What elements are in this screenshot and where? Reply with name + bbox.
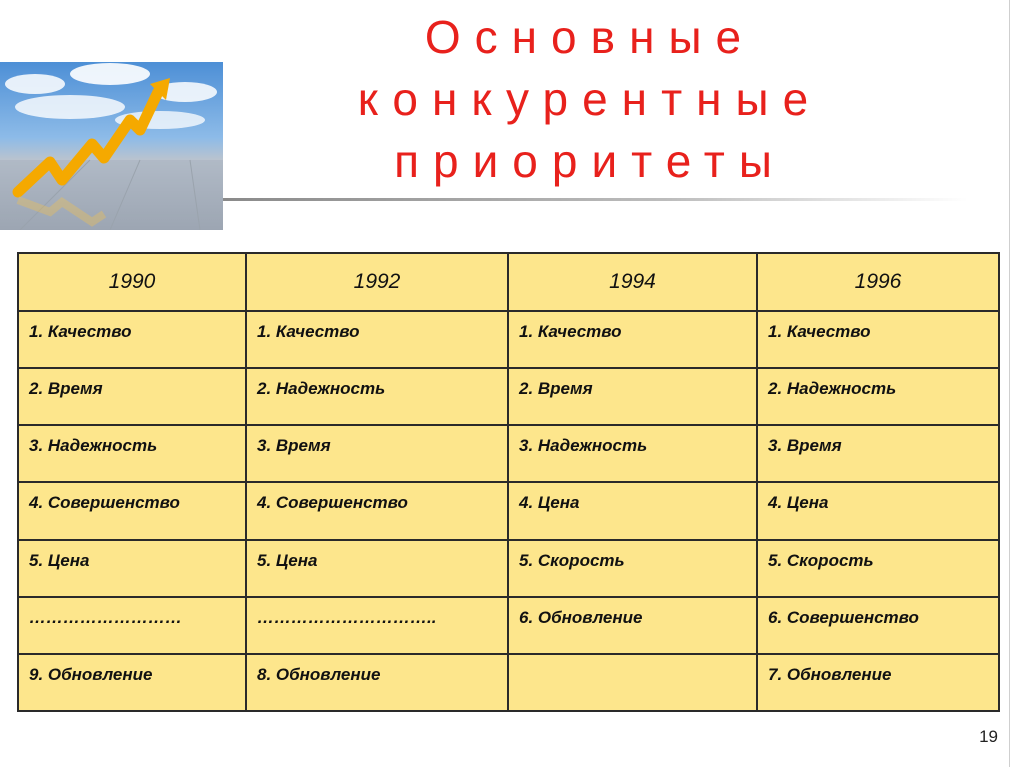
title-line-1: Основные — [424, 11, 756, 63]
growth-arrow-image — [0, 62, 223, 230]
table-header-row — [18, 253, 999, 311]
table-cell: 3. Надежность — [508, 425, 757, 482]
table-cell: 6. Совершенство — [757, 597, 999, 654]
growth-arrow-icon — [0, 62, 223, 230]
table-cell: 5. Скорость — [757, 540, 999, 597]
table-cell: 1. Качество — [246, 311, 508, 368]
page-number: 19 — [979, 727, 998, 746]
table-cell: 5. Скорость — [508, 540, 757, 597]
header-cell: 1996 — [757, 253, 999, 311]
title-divider — [223, 198, 968, 201]
table-row — [18, 311, 999, 368]
header-cell: 1994 — [508, 253, 757, 311]
table-cell: 6. Обновление — [508, 597, 757, 654]
table-row — [18, 425, 999, 482]
table-cell: 2. Надежность — [246, 368, 508, 425]
table-cell: 7. Обновление — [757, 654, 999, 711]
slide-title — [230, 6, 950, 192]
table-row — [18, 482, 999, 539]
table-cell: 3. Надежность — [18, 425, 246, 482]
table-cell: ………………………….. — [246, 597, 508, 654]
table-cell: 1. Качество — [18, 311, 246, 368]
title-line-3: приоритеты — [394, 135, 786, 187]
table-cell: 5. Цена — [18, 540, 246, 597]
table-cell: 4. Цена — [508, 482, 757, 539]
header-cell: 1990 — [18, 253, 246, 311]
table-cell: 8. Обновление — [246, 654, 508, 711]
table-cell: 1. Качество — [757, 311, 999, 368]
table-cell: 3. Время — [246, 425, 508, 482]
title-line-2: конкурентные — [357, 73, 823, 125]
table-cell: 1. Качество — [508, 311, 757, 368]
table-row — [18, 368, 999, 425]
table-cell: 5. Цена — [246, 540, 508, 597]
table-cell: 9. Обновление — [18, 654, 246, 711]
header-cell: 1992 — [246, 253, 508, 311]
table-cell: 2. Время — [508, 368, 757, 425]
table-cell: 3. Время — [757, 425, 999, 482]
table-cell: 4. Совершенство — [246, 482, 508, 539]
table-cell: 4. Совершенство — [18, 482, 246, 539]
table-cell: ……………………… — [18, 597, 246, 654]
table-row — [18, 540, 999, 597]
table-cell: 4. Цена — [757, 482, 999, 539]
table-cell: 2. Надежность — [757, 368, 999, 425]
table-cell — [508, 654, 757, 711]
table-cell: 2. Время — [18, 368, 246, 425]
table-row — [18, 654, 999, 711]
priorities-table — [17, 252, 1000, 712]
table-row — [18, 597, 999, 654]
